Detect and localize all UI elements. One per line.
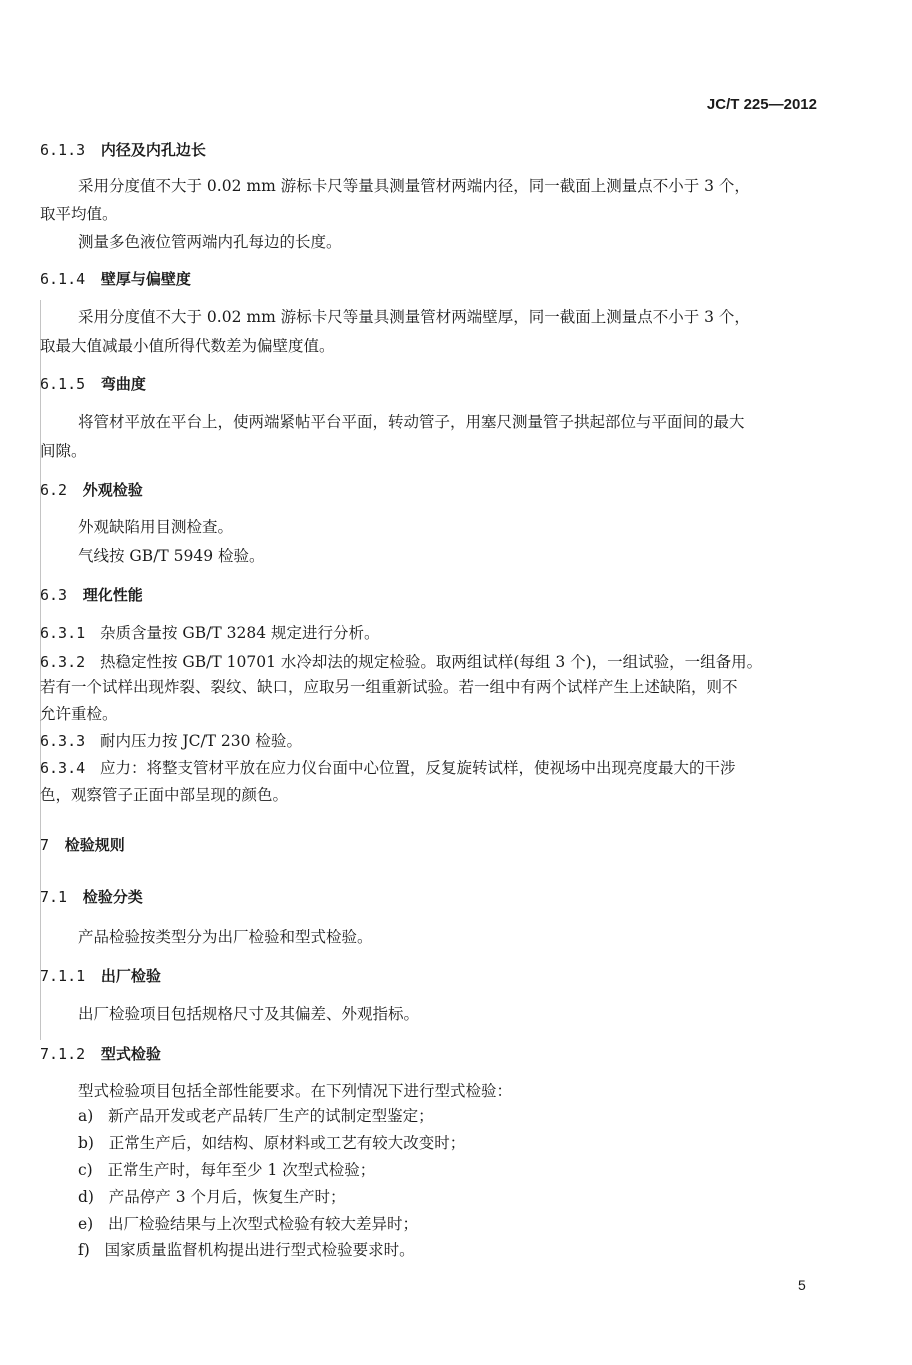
section-title: 出厂检验: [100, 967, 161, 985]
list-item: [78, 1214, 418, 1234]
list-marker: f): [78, 1241, 90, 1259]
paragraph-line: 采用分度值不大于 0.02 mm 游标卡尺等量具测量管材两端内径，同一截面上测量点不小于 3 个，: [78, 177, 750, 195]
chapter-number: 7: [40, 836, 50, 854]
section-number: 7.1: [40, 888, 68, 906]
list-marker: b): [78, 1134, 94, 1152]
section-number: 7.1.2: [40, 1045, 86, 1063]
paragraph-line: 测量多色液位管两端内孔每边的长度。: [78, 233, 342, 251]
chapter-heading-7: [40, 835, 125, 855]
list-item: [78, 1106, 434, 1126]
section-number: 6.1.4: [40, 270, 86, 288]
section-heading-6-3: [40, 585, 143, 605]
list-marker: e): [78, 1215, 94, 1233]
paragraph-line: 将管材平放在平台上，使两端紧帖平台平面，转动管子，用塞尺测量管子拱起部位与平面间的最大: [78, 413, 745, 431]
section-heading-6-1-3: [40, 140, 206, 160]
clause-number: 6.3.4: [40, 759, 86, 777]
list-text: 产品停产 3 个月后，恢复生产时；: [108, 1188, 346, 1206]
standard-code: JC/T 225—2012: [706, 96, 817, 113]
list-item: [78, 1240, 415, 1260]
list-text: 新产品开发或老产品转厂生产的试制定型鉴定；: [108, 1107, 434, 1125]
section-number: 6.1.3: [40, 141, 86, 159]
section-heading-6-2: [40, 480, 143, 500]
section-number: 6.2: [40, 481, 68, 499]
section-heading-7-1: [40, 887, 143, 907]
list-item: [78, 1160, 375, 1180]
section-title: 型式检验: [100, 1045, 161, 1063]
list-text: 正常生产时，每年至少 1 次型式检验；: [107, 1161, 376, 1179]
section-title: 弯曲度: [100, 375, 146, 393]
list-text: 国家质量监督机构提出进行型式检验要求时。: [104, 1241, 415, 1259]
clause-text: 耐内压力按 JC/T 230 检验。: [99, 732, 302, 750]
chapter-title: 检验规则: [64, 836, 125, 854]
section-title: 内径及内孔边长: [100, 141, 206, 159]
clause-number: 6.3.3: [40, 732, 86, 750]
paragraph-line: 外观缺陷用目测检查。: [78, 518, 234, 536]
section-number: 7.1.1: [40, 967, 86, 985]
paragraph-line: 取最大值减最小值所得代数差为偏壁度值。: [40, 337, 335, 355]
paragraph-line: 出厂检验项目包括规格尺寸及其偏差、外观指标。: [78, 1005, 420, 1023]
section-heading-7-1-1: [40, 966, 161, 986]
clause-text: 杂质含量按 GB/T 3284 规定进行分析。: [99, 624, 380, 642]
paragraph-line: 气线按 GB/T 5949 检验。: [78, 547, 265, 565]
section-title: 理化性能: [82, 586, 143, 604]
section-number: 6.3: [40, 586, 68, 604]
clause-6-3-4: [40, 758, 735, 778]
list-marker: d): [78, 1188, 94, 1206]
clause-6-3-3: [40, 731, 302, 751]
paragraph-line: 型式检验项目包括全部性能要求。在下列情况下进行型式检验：: [78, 1082, 513, 1100]
paragraph-line: 产品检验按类型分为出厂检验和型式检验。: [78, 928, 373, 946]
section-title: 壁厚与偏壁度: [100, 270, 191, 288]
section-number: 6.1.5: [40, 375, 86, 393]
paragraph-line: 采用分度值不大于 0.02 mm 游标卡尺等量具测量管材两端壁厚，同一截面上测量点不小于 3 个，: [78, 308, 750, 326]
list-marker: c): [78, 1161, 93, 1179]
clause-number: 6.3.1: [40, 624, 86, 642]
section-heading-6-1-5: [40, 374, 146, 394]
section-heading-6-1-4: [40, 269, 191, 289]
paragraph-line: 间隙。: [40, 442, 87, 460]
section-heading-7-1-2: [40, 1044, 161, 1064]
clause-text: 热稳定性按 GB/T 10701 水冷却法的规定检验。取两组试样(每组 3 个)，一组试验，一组备用。: [99, 653, 763, 671]
paragraph-line: 取平均值。: [40, 205, 118, 223]
clause-6-3-1: [40, 623, 380, 643]
clause-6-3-2: [40, 652, 762, 672]
paragraph-line: 允许重检。: [40, 705, 118, 723]
clause-text: 应力：将整支管材平放在应力仪台面中心位置，反复旋转试样，使视场中出现亮度最大的干涉: [99, 759, 736, 777]
section-title: 检验分类: [82, 888, 143, 906]
paragraph-line: 若有一个试样出现炸裂、裂纹、缺口，应取另一组重新试验。若一组中有两个试样产生上述缺陷，则不: [40, 678, 738, 696]
list-item: [78, 1187, 345, 1207]
section-title: 外观检验: [82, 481, 143, 499]
list-marker: a): [78, 1107, 94, 1125]
page-number: 5: [798, 1277, 806, 1293]
paragraph-line: 色，观察管子正面中部呈现的颜色。: [40, 786, 289, 804]
list-text: 出厂检验结果与上次型式检验有较大差异时；: [108, 1215, 419, 1233]
list-text: 正常生产后，如结构、原材料或工艺有较大改变时；: [108, 1134, 466, 1152]
clause-number: 6.3.2: [40, 653, 86, 671]
list-item: [78, 1133, 465, 1153]
